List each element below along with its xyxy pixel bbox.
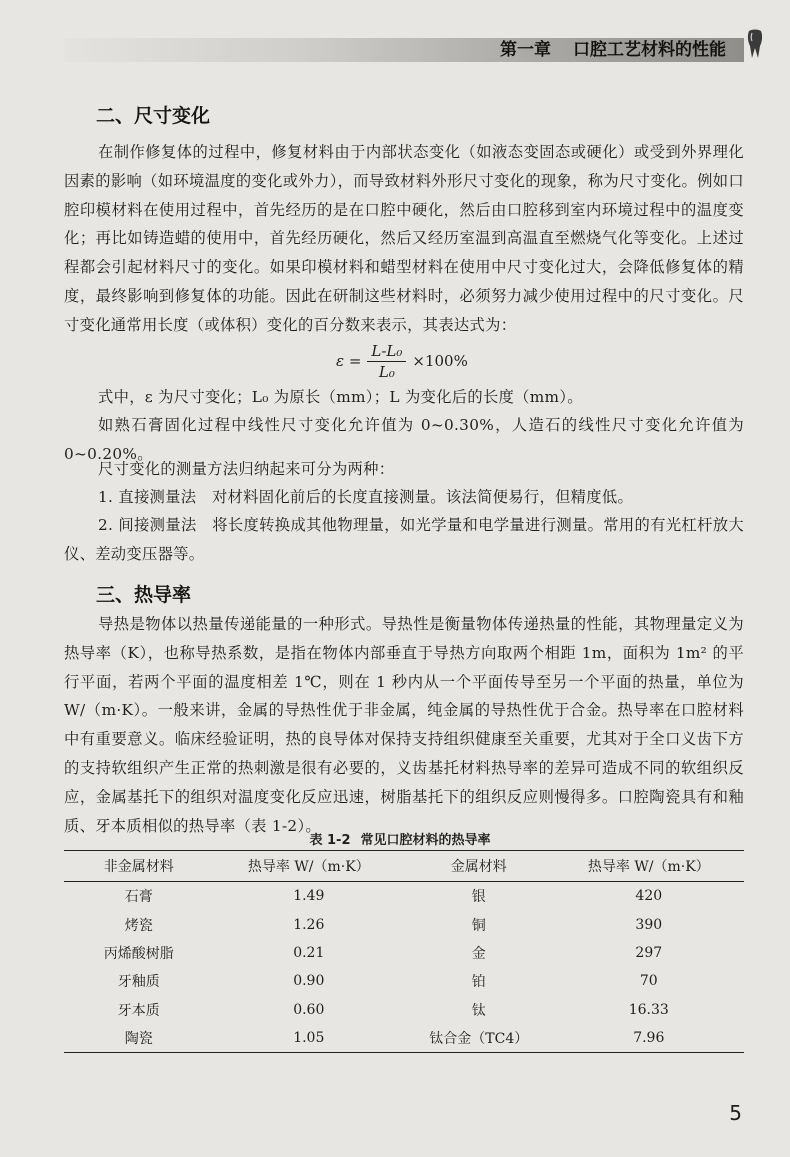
table-cell: 钛: [471, 1002, 486, 1019]
table-cell: 297: [635, 944, 663, 961]
paragraph-formula-legend: 式中，ε 为尺寸变化；L₀ 为原长（mm）；L 为变化后的长度（mm）。: [98, 388, 583, 406]
table-cell: 1.05: [293, 1030, 325, 1047]
tooth-icon: [746, 28, 764, 60]
header-metal-material: 金属材料: [404, 851, 554, 882]
table-cell: 烤瓷: [124, 917, 153, 934]
table-cell: 银: [471, 889, 486, 906]
header-metal-conductivity: 热导率 W/（m·K）: [554, 851, 744, 882]
table-row: [64, 967, 744, 995]
table-row: [64, 939, 744, 967]
paragraph-dimensional-change: 在制作修复体的过程中，修复材料由于内部状态变化（如液态变固态或硬化）或受到外界理化因素的影响（如环境温度的变化或外力），而导致材料外形尺寸变化的现象，称为尺寸变化。例如口腔印模材料在使用过程中，首先经历的是在口腔中硬化，然后由口腔移到室内环境过程中的温度变化；再比如铸造蜡的使用中，首先经历硬化，然后又经历室温到高温直至燃烧气化等变化。上述过程都会引起材料尺寸的变化。如果印模材料和蜡型材料在使用中尺寸变化过大，会降低修复体的精度，最终影响到修复体的功能。因此在研制这些材料时，必须努力减少使用过程中的尺寸变化。尺寸变化通常用长度（或体积）变化的百分数来表示，其表达式为：: [64, 143, 744, 334]
table-cell: 金: [471, 945, 486, 962]
table-caption-number: 表 1-2: [309, 833, 351, 848]
list-item-direct-measurement: 1. 直接测量法 对材料固化前后的长度直接测量。该法简便易行，但精度低。: [98, 488, 634, 506]
chapter-title: 口腔工艺材料的性能: [573, 40, 726, 60]
table-cell: 0.90: [293, 973, 325, 990]
table-row: [64, 910, 744, 938]
table-header-row: [64, 851, 744, 882]
chapter-number: 第一章: [500, 40, 551, 60]
table-cell: 铜: [471, 917, 486, 934]
table-cell: 丙烯酸树脂: [103, 945, 174, 962]
formula-rhs: ×100%: [412, 352, 468, 370]
table-cell: 陶瓷: [124, 1031, 153, 1048]
formula-lhs: ε =: [336, 352, 362, 370]
table-cell: 0.60: [293, 1001, 325, 1018]
table-row: [64, 1024, 744, 1053]
table-row: [64, 882, 744, 911]
table-cell: 1.26: [293, 916, 325, 933]
table-cell: 铂: [471, 974, 486, 991]
table-cell: 石膏: [124, 889, 153, 906]
paragraph-measurement-methods: 尺寸变化的测量方法归纳起来可分为两种：: [98, 460, 395, 478]
header-nonmetal-material: 非金属材料: [64, 851, 214, 882]
table-caption-title: 常见口腔材料的热导率: [360, 833, 491, 848]
formula-denominator: L₀: [378, 362, 395, 381]
section-heading-dimensional-change: 二、尺寸变化: [96, 105, 211, 127]
thermal-conductivity-table: [64, 850, 744, 1053]
table-cell: 390: [635, 916, 663, 933]
section-heading-thermal-conductivity: 三、热导率: [96, 584, 192, 606]
table-cell: 1.49: [293, 888, 325, 905]
formula-fraction: [367, 342, 406, 381]
page-number: 5: [729, 1101, 742, 1125]
dimensional-change-formula: [336, 336, 468, 386]
table-cell: 70: [639, 973, 658, 990]
table-cell: 16.33: [628, 1001, 669, 1018]
table-caption: [0, 829, 790, 848]
table-cell: 牙釉质: [117, 974, 160, 991]
header-nonmetal-conductivity: 热导率 W/（m·K）: [214, 851, 404, 882]
table-cell: 钛合金（TC4）: [429, 1031, 529, 1048]
paragraph-thermal-conductivity: 导热是物体以热量传递能量的一种形式。导热性是衡量物体传递热量的性能，其物理量定义为热导率（K），也称导热系数，是指在物体内部垂直于导热方向取两个相距 1m，面积为 1m² 的平行平面，若两个平面的温度相差 1℃，则在 1 秒内从一个平面传导至另一个平面的热量，单位为 W/（m·K）。一般来讲，金属的导热性优于非金属，纯金属的导热性优于合金。热导率在口腔材料中有重要意义。临床经验证明，热的良导体对保持支持组织健康至关重要，尤其对于全口义齿下方的支持软组织产生正常的热刺激是很有必要的，义齿基托材料热导率的差异可造成不同的软组织反应，金属基托下的组织对温度变化反应迅速，树脂基托下的组织反应则慢得多。口腔陶瓷具有和釉质、牙本质相似的热导率（表 1-2）。: [64, 615, 744, 835]
table-cell: 420: [635, 888, 663, 905]
paragraph-allowed-values: 如熟石膏固化过程中线性尺寸变化允许值为 0~0.30%，人造石的线性尺寸变化允许值为 0~0.20%。: [64, 416, 744, 463]
table-row: [64, 996, 744, 1024]
table-cell: 7.96: [633, 1030, 665, 1047]
running-header: [478, 38, 726, 62]
list-item-indirect-measurement: 2. 间接测量法 将长度转换成其他物理量，如光学量和电学量进行测量。常用的有光杠杆放大仪、差动变压器等。: [64, 516, 744, 563]
table-cell: 牙本质: [117, 1002, 160, 1019]
table-cell: 0.21: [293, 944, 325, 961]
formula-numerator: L-L₀: [367, 342, 406, 362]
